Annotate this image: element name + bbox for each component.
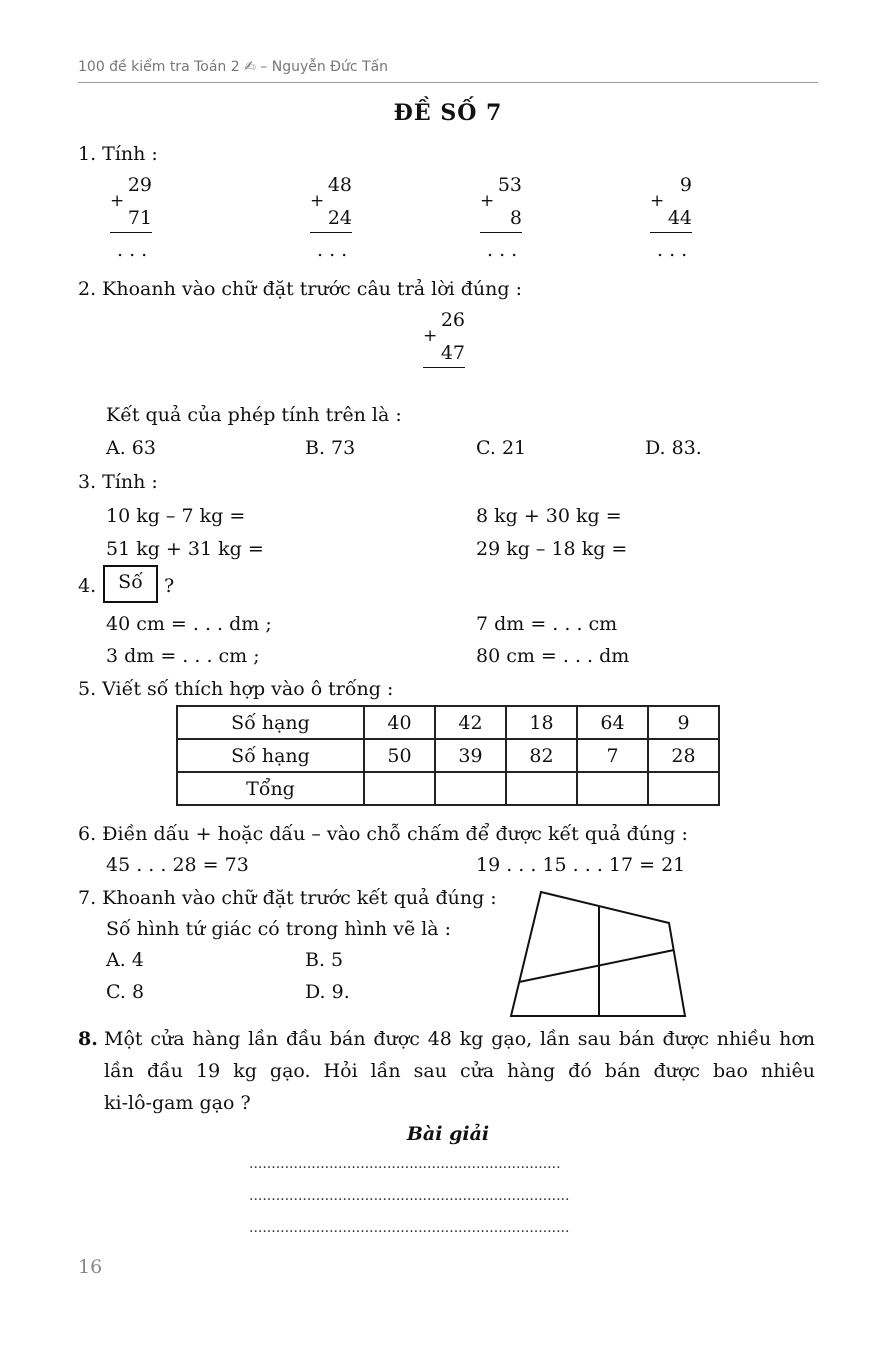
- q1-sum-2-bottom: 24: [327, 207, 352, 229]
- table-cell: 82: [506, 739, 577, 772]
- diagonal-divider: [519, 950, 674, 982]
- running-header: 100 đề kiểm tra Toán 2 ✍ – Nguyễn Đức Tấn: [78, 59, 389, 75]
- table-cell: 9: [648, 706, 719, 739]
- table-row: [177, 706, 719, 739]
- q6-prompt: 6. Điền dấu + hoặc dấu – vào chỗ chấm để được kết quả đúng :: [78, 823, 688, 845]
- row-label: Số hạng: [177, 739, 364, 772]
- q8-line-3: ki-lô-gam gạo ?: [104, 1092, 251, 1114]
- quadrilateral-figure: [505, 885, 695, 1025]
- page-number: 16: [78, 1256, 103, 1278]
- plus-sign: +: [650, 191, 665, 211]
- q8-line-1: Một cửa hàng lần đầu bán được 48 kg gạo, lần sau bán được nhiều hơn: [104, 1028, 815, 1050]
- q2-option-c: C. 21: [476, 437, 527, 459]
- q3-item-1: 10 kg – 7 kg =: [106, 505, 246, 527]
- answer-cell[interactable]: [435, 772, 506, 805]
- q6-item-1: 45 . . . 28 = 73: [106, 854, 249, 876]
- table-cell: 50: [364, 739, 435, 772]
- sum-rule: [480, 232, 522, 233]
- table-cell: 39: [435, 739, 506, 772]
- answer-cell[interactable]: [364, 772, 435, 805]
- table-row: [177, 739, 719, 772]
- header-rule: [78, 82, 818, 83]
- addition-table: [176, 705, 720, 806]
- sum-rule: [310, 232, 352, 233]
- page-title: ĐỀ SỐ 7: [393, 100, 503, 126]
- q2-option-b: B. 73: [305, 437, 356, 459]
- q5-prompt: 5. Viết số thích hợp vào ô trống :: [78, 678, 394, 700]
- plus-sign: +: [110, 191, 125, 211]
- plus-sign: +: [423, 326, 438, 346]
- q7-option-b: B. 5: [305, 949, 344, 971]
- q3-item-4: 29 kg – 18 kg =: [476, 538, 628, 560]
- sum-rule: [650, 232, 692, 233]
- q4-mark: ?: [164, 575, 175, 597]
- q7-option-d: D. 9.: [305, 981, 350, 1003]
- answer-cell[interactable]: [648, 772, 719, 805]
- plus-sign: +: [480, 191, 495, 211]
- answer-line-3[interactable]: ........................................................................: [249, 1220, 570, 1236]
- q7-question: Số hình tứ giác có trong hình vẽ là :: [106, 918, 452, 940]
- answer-line-2[interactable]: ........................................................................: [249, 1188, 570, 1204]
- q6-item-2: 19 . . . 15 . . . 17 = 21: [476, 854, 686, 876]
- q1-sum-3-top: 53: [497, 174, 522, 196]
- q1-sum-2-top: 48: [327, 174, 352, 196]
- q1-sum-3-bottom: 8: [509, 207, 522, 229]
- q4-number: 4.: [78, 575, 97, 597]
- table-cell: 7: [577, 739, 648, 772]
- q1-sum-2-result: . . .: [317, 239, 348, 261]
- q2-option-a: A. 63: [106, 437, 156, 459]
- table-cell: 64: [577, 706, 648, 739]
- q4-item-4: 80 cm = . . . dm: [476, 645, 630, 667]
- q4-boxed-label: Số: [118, 571, 143, 593]
- q1-prompt: 1. Tính :: [78, 143, 158, 165]
- q1-sum-4-top: 9: [679, 174, 692, 196]
- q3-item-2: 8 kg + 30 kg =: [476, 505, 622, 527]
- q1-sum-4-result: . . .: [657, 239, 688, 261]
- q1-sum-1-result: . . .: [117, 239, 148, 261]
- q1-sum-3-result: . . .: [487, 239, 518, 261]
- table-cell: 18: [506, 706, 577, 739]
- q2-question: Kết quả của phép tính trên là :: [106, 404, 402, 426]
- sum-rule: [110, 232, 152, 233]
- q4-item-1: 40 cm = . . . dm ;: [106, 613, 272, 635]
- q4-item-3: 3 dm = . . . cm ;: [106, 645, 260, 667]
- table-cell: 28: [648, 739, 719, 772]
- q3-prompt: 3. Tính :: [78, 471, 158, 493]
- q1-sum-4-bottom: 44: [667, 207, 692, 229]
- solution-title: Bài giải: [406, 1123, 490, 1145]
- q8-line-2: lần đầu 19 kg gạo. Hỏi lần sau cửa hàng đó bán được bao nhiêu: [104, 1060, 815, 1082]
- q2-bottom: 47: [440, 342, 465, 364]
- q7-option-a: A. 4: [106, 949, 144, 971]
- answer-line-1[interactable]: ......................................................................: [249, 1156, 561, 1172]
- table-cell: 40: [364, 706, 435, 739]
- q1-sum-1-bottom: 71: [127, 207, 152, 229]
- table-row: [177, 772, 719, 805]
- table-cell: 42: [435, 706, 506, 739]
- q8-number: 8.: [78, 1028, 98, 1050]
- row-label: Số hạng: [177, 706, 364, 739]
- row-label: Tổng: [177, 772, 364, 805]
- plus-sign: +: [310, 191, 325, 211]
- q7-prompt: 7. Khoanh vào chữ đặt trước kết quả đúng :: [78, 887, 497, 909]
- q2-prompt: 2. Khoanh vào chữ đặt trước câu trả lời đúng :: [78, 278, 523, 300]
- sum-rule: [423, 367, 465, 368]
- q7-option-c: C. 8: [106, 981, 145, 1003]
- q2-top: 26: [440, 309, 465, 331]
- q1-sum-1-top: 29: [127, 174, 152, 196]
- q3-item-3: 51 kg + 31 kg =: [106, 538, 264, 560]
- q4-item-2: 7 dm = . . . cm: [476, 613, 618, 635]
- answer-cell[interactable]: [577, 772, 648, 805]
- answer-cell[interactable]: [506, 772, 577, 805]
- q2-option-d: D. 83.: [645, 437, 702, 459]
